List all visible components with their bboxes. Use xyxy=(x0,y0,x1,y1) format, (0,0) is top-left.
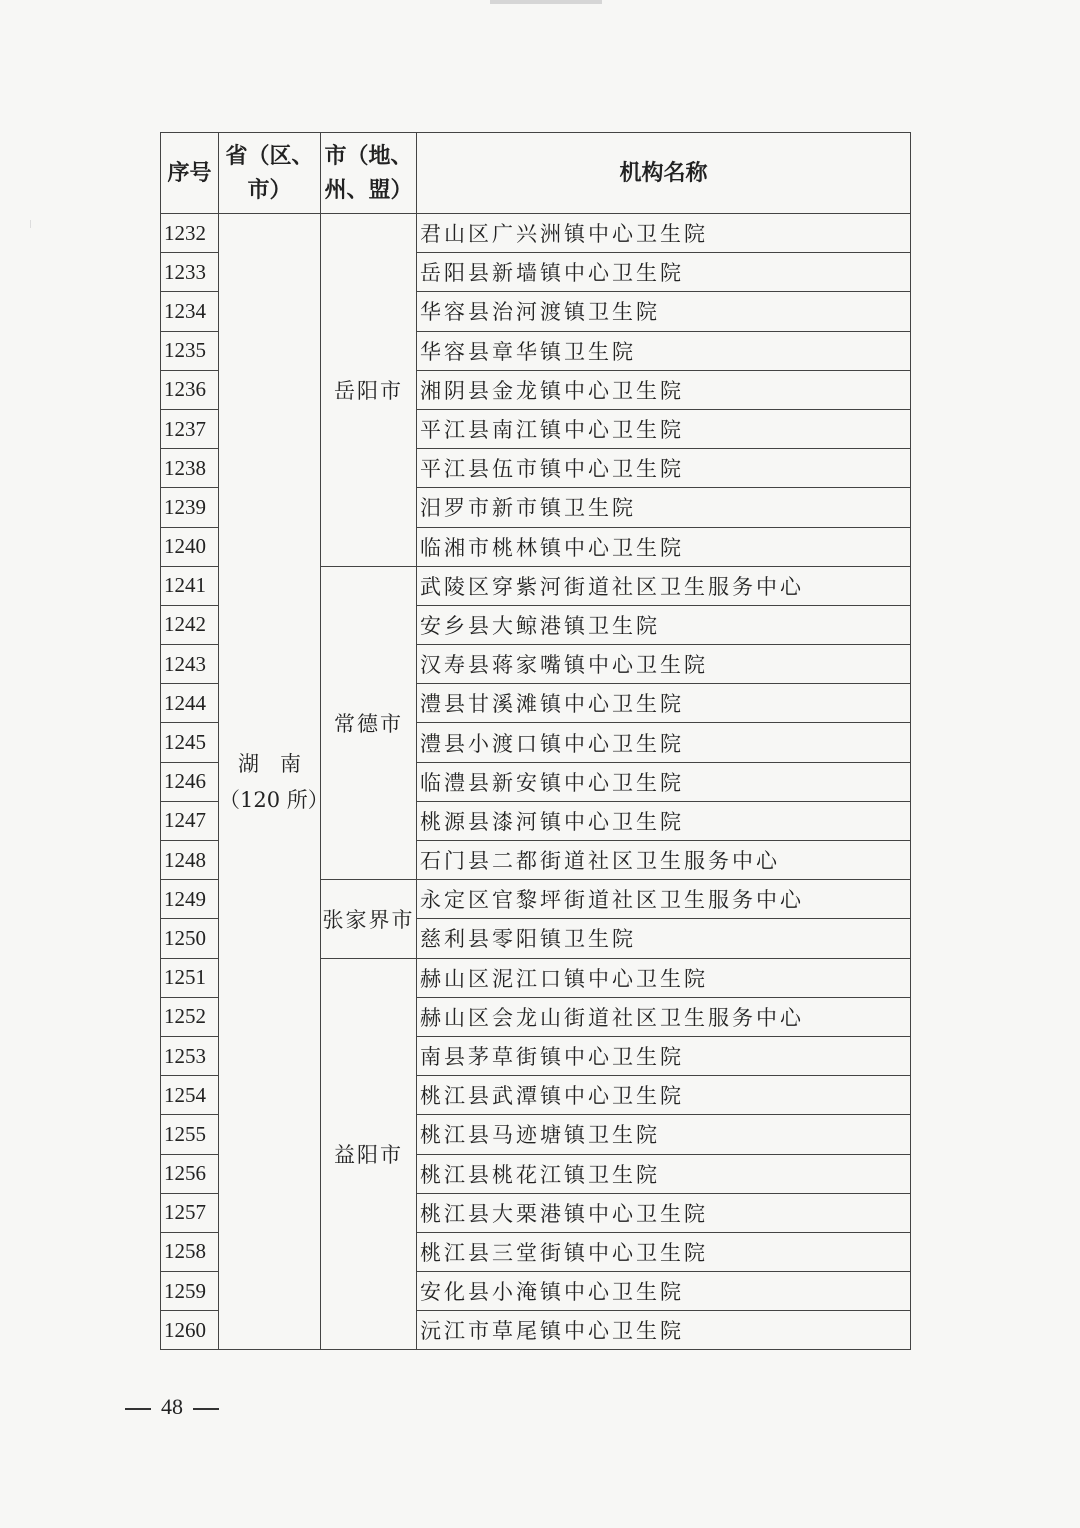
institution-name: 桃江县武潭镇中心卫生院 xyxy=(417,1076,911,1115)
row-seq: 1260 xyxy=(161,1311,219,1350)
institution-name: 汨罗市新市镇卫生院 xyxy=(417,488,911,527)
margin-mark xyxy=(30,220,31,228)
row-seq: 1245 xyxy=(161,723,219,762)
row-seq: 1251 xyxy=(161,958,219,997)
institution-name: 安乡县大鲸港镇卫生院 xyxy=(417,605,911,644)
institution-name: 华容县治河渡镇卫生院 xyxy=(417,292,911,331)
institution-name: 桃江县马迹塘镇卫生院 xyxy=(417,1115,911,1154)
row-seq: 1255 xyxy=(161,1115,219,1154)
row-seq: 1249 xyxy=(161,880,219,919)
row-seq: 1252 xyxy=(161,997,219,1036)
row-seq: 1256 xyxy=(161,1154,219,1193)
row-seq: 1242 xyxy=(161,605,219,644)
institution-name: 岳阳县新墙镇中心卫生院 xyxy=(417,253,911,292)
row-seq: 1236 xyxy=(161,370,219,409)
header-institution: 机构名称 xyxy=(417,133,911,214)
table-row xyxy=(161,214,911,253)
row-seq: 1233 xyxy=(161,253,219,292)
institution-name: 澧县小渡口镇中心卫生院 xyxy=(417,723,911,762)
footer-dash-left xyxy=(125,1408,151,1410)
institution-table xyxy=(160,132,911,1350)
institution-name: 临湘市桃林镇中心卫生院 xyxy=(417,527,911,566)
page-number: 48 xyxy=(161,1394,183,1419)
table-header-row xyxy=(161,133,911,214)
institution-name: 临澧县新安镇中心卫生院 xyxy=(417,762,911,801)
row-seq: 1259 xyxy=(161,1272,219,1311)
header-city: 市（地、州、盟） xyxy=(321,133,417,214)
row-seq: 1232 xyxy=(161,214,219,253)
institution-name: 华容县章华镇卫生院 xyxy=(417,331,911,370)
row-seq: 1241 xyxy=(161,566,219,605)
institution-name: 桃江县大栗港镇中心卫生院 xyxy=(417,1193,911,1232)
institution-name: 平江县南江镇中心卫生院 xyxy=(417,409,911,448)
row-seq: 1253 xyxy=(161,1036,219,1075)
footer-dash-right xyxy=(193,1408,219,1410)
row-seq: 1258 xyxy=(161,1232,219,1271)
city-cell: 张家界市 xyxy=(321,880,417,958)
row-seq: 1238 xyxy=(161,449,219,488)
institution-name: 平江县伍市镇中心卫生院 xyxy=(417,449,911,488)
institution-name: 慈利县零阳镇卫生院 xyxy=(417,919,911,958)
institution-name: 石门县二都街道社区卫生服务中心 xyxy=(417,841,911,880)
top-edge-mark xyxy=(490,0,602,4)
institution-name: 赫山区泥江口镇中心卫生院 xyxy=(417,958,911,997)
institution-name: 赫山区会龙山街道社区卫生服务中心 xyxy=(417,997,911,1036)
row-seq: 1244 xyxy=(161,684,219,723)
row-seq: 1248 xyxy=(161,841,219,880)
institution-name: 桃江县桃花江镇卫生院 xyxy=(417,1154,911,1193)
institution-name: 澧县甘溪滩镇中心卫生院 xyxy=(417,684,911,723)
institution-name: 君山区广兴洲镇中心卫生院 xyxy=(417,214,911,253)
row-seq: 1246 xyxy=(161,762,219,801)
row-seq: 1237 xyxy=(161,409,219,448)
institution-table-wrapper xyxy=(160,132,911,1350)
row-seq: 1234 xyxy=(161,292,219,331)
row-seq: 1239 xyxy=(161,488,219,527)
institution-name: 永定区官黎坪街道社区卫生服务中心 xyxy=(417,880,911,919)
row-seq: 1235 xyxy=(161,331,219,370)
row-seq: 1247 xyxy=(161,801,219,840)
institution-name: 南县茅草街镇中心卫生院 xyxy=(417,1036,911,1075)
row-seq: 1254 xyxy=(161,1076,219,1115)
header-province: 省（区、市） xyxy=(219,133,321,214)
city-cell: 益阳市 xyxy=(321,958,417,1350)
province-count: （120 所） xyxy=(219,787,329,812)
row-seq: 1250 xyxy=(161,919,219,958)
institution-name: 桃源县漆河镇中心卫生院 xyxy=(417,801,911,840)
institution-name: 桃江县三堂街镇中心卫生院 xyxy=(417,1232,911,1271)
header-seq: 序号 xyxy=(161,133,219,214)
row-seq: 1240 xyxy=(161,527,219,566)
institution-name: 汉寿县蒋家嘴镇中心卫生院 xyxy=(417,645,911,684)
table-body xyxy=(161,214,911,1350)
city-cell: 常德市 xyxy=(321,566,417,880)
institution-name: 安化县小淹镇中心卫生院 xyxy=(417,1272,911,1311)
province-cell xyxy=(219,214,329,1350)
city-cell: 岳阳市 xyxy=(321,214,417,567)
institution-name: 沅江市草尾镇中心卫生院 xyxy=(417,1311,911,1350)
institution-name: 武陵区穿紫河街道社区卫生服务中心 xyxy=(417,566,911,605)
row-seq: 1257 xyxy=(161,1193,219,1232)
province-name: 湖 南 xyxy=(238,751,301,776)
page-footer xyxy=(115,1394,229,1420)
institution-name: 湘阴县金龙镇中心卫生院 xyxy=(417,370,911,409)
row-seq: 1243 xyxy=(161,645,219,684)
